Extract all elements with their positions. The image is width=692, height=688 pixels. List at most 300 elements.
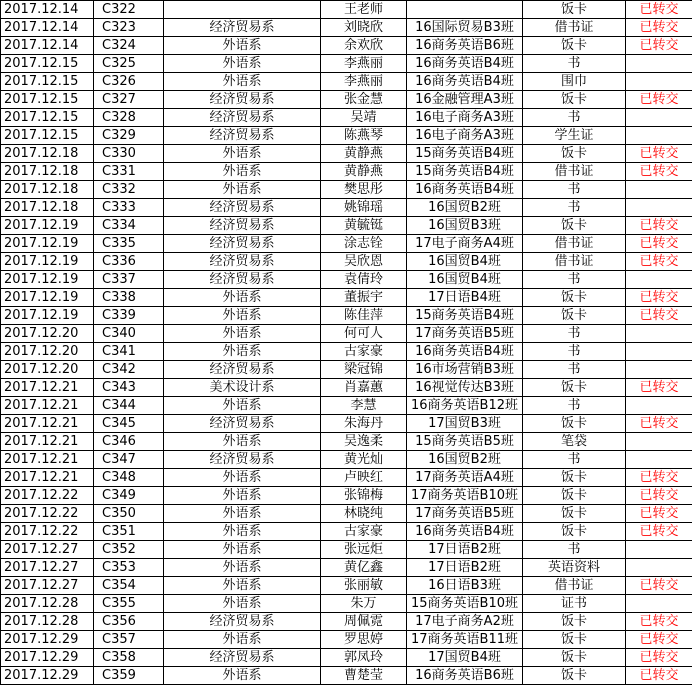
status-cell[interactable]: 已转交	[626, 667, 692, 685]
table-row	[1, 199, 692, 217]
code-cell[interactable]: C358	[94, 649, 164, 667]
date-cell[interactable]: 2017.12.27	[1, 577, 94, 595]
table-row	[1, 667, 692, 685]
class-cell[interactable]: 16商务英语B4班	[407, 73, 523, 91]
date-cell[interactable]: 2017.12.27	[1, 559, 94, 577]
status-cell[interactable]	[626, 109, 692, 127]
table-row	[1, 163, 692, 181]
code-cell[interactable]: C356	[94, 613, 164, 631]
name-cell[interactable]: 吴欣恩	[321, 253, 407, 271]
date-cell[interactable]: 2017.12.20	[1, 325, 94, 343]
status-cell[interactable]	[626, 541, 692, 559]
department-cell[interactable]: 美术设计系	[164, 379, 321, 397]
item-cell[interactable]: 借书证	[523, 577, 626, 595]
table-row	[1, 361, 692, 379]
class-cell[interactable]: 17电子商务A2班	[407, 613, 523, 631]
status-cell[interactable]: 已转交	[626, 1, 692, 19]
date-cell[interactable]: 2017.12.15	[1, 73, 94, 91]
table-row	[1, 253, 692, 271]
name-cell[interactable]: 何可人	[321, 325, 407, 343]
class-cell[interactable]: 15商务英语B4班	[407, 307, 523, 325]
name-cell[interactable]: 周佩霓	[321, 613, 407, 631]
class-cell[interactable]: 16商务英语B6班	[407, 37, 523, 55]
status-cell[interactable]	[626, 451, 692, 469]
code-cell[interactable]: C359	[94, 667, 164, 685]
name-cell[interactable]: 刘晓欣	[321, 19, 407, 37]
table-row	[1, 1, 692, 19]
item-cell[interactable]: 饭卡	[523, 487, 626, 505]
code-cell[interactable]: C342	[94, 361, 164, 379]
department-cell[interactable]: 经济贸易系	[164, 649, 321, 667]
department-cell[interactable]: 外语系	[164, 541, 321, 559]
status-cell[interactable]: 已转交	[626, 649, 692, 667]
code-cell[interactable]: C349	[94, 487, 164, 505]
item-cell[interactable]: 书	[523, 199, 626, 217]
class-cell[interactable]: 16国贸B2班	[407, 451, 523, 469]
date-cell[interactable]: 2017.12.14	[1, 37, 94, 55]
status-cell[interactable]: 已转交	[626, 235, 692, 253]
department-cell[interactable]: 经济贸易系	[164, 109, 321, 127]
date-cell[interactable]: 2017.12.21	[1, 469, 94, 487]
table-row	[1, 19, 692, 37]
table-row	[1, 577, 692, 595]
item-cell[interactable]: 笔袋	[523, 433, 626, 451]
class-cell[interactable]: 17日语B2班	[407, 541, 523, 559]
class-cell[interactable]: 16国贸B4班	[407, 271, 523, 289]
item-cell[interactable]: 饭卡	[523, 37, 626, 55]
name-cell[interactable]: 张锦梅	[321, 487, 407, 505]
department-cell[interactable]: 外语系	[164, 487, 321, 505]
department-cell[interactable]: 外语系	[164, 343, 321, 361]
code-cell[interactable]: C328	[94, 109, 164, 127]
department-cell[interactable]: 经济贸易系	[164, 217, 321, 235]
table-row	[1, 91, 692, 109]
status-cell[interactable]: 已转交	[626, 91, 692, 109]
class-cell[interactable]: 15商务英语B4班	[407, 163, 523, 181]
class-cell[interactable]: 17电子商务A4班	[407, 235, 523, 253]
date-cell[interactable]: 2017.12.19	[1, 289, 94, 307]
item-cell[interactable]: 书	[523, 55, 626, 73]
item-cell[interactable]: 饭卡	[523, 289, 626, 307]
name-cell[interactable]: 黄毓铤	[321, 217, 407, 235]
department-cell[interactable]	[164, 1, 321, 19]
status-cell[interactable]	[626, 343, 692, 361]
name-cell[interactable]: 余欢欣	[321, 37, 407, 55]
code-cell[interactable]: C335	[94, 235, 164, 253]
class-cell[interactable]: 16国贸B2班	[407, 199, 523, 217]
status-cell[interactable]: 已转交	[626, 217, 692, 235]
code-cell[interactable]: C338	[94, 289, 164, 307]
name-cell[interactable]: 黄光灿	[321, 451, 407, 469]
status-cell[interactable]	[626, 181, 692, 199]
code-cell[interactable]: C325	[94, 55, 164, 73]
name-cell[interactable]: 卢映红	[321, 469, 407, 487]
status-cell[interactable]: 已转交	[626, 415, 692, 433]
item-cell[interactable]: 饭卡	[523, 307, 626, 325]
table-row	[1, 271, 692, 289]
item-cell[interactable]: 书	[523, 109, 626, 127]
item-cell[interactable]: 书	[523, 181, 626, 199]
date-cell[interactable]: 2017.12.18	[1, 199, 94, 217]
name-cell[interactable]: 陈佳萍	[321, 307, 407, 325]
department-cell[interactable]: 经济贸易系	[164, 613, 321, 631]
date-cell[interactable]: 2017.12.15	[1, 127, 94, 145]
name-cell[interactable]: 朱海丹	[321, 415, 407, 433]
department-cell[interactable]: 经济贸易系	[164, 199, 321, 217]
status-cell[interactable]	[626, 127, 692, 145]
table-row	[1, 649, 692, 667]
date-cell[interactable]: 2017.12.21	[1, 397, 94, 415]
table-row	[1, 289, 692, 307]
status-cell[interactable]	[626, 271, 692, 289]
code-cell[interactable]: C346	[94, 433, 164, 451]
table-row	[1, 469, 692, 487]
status-cell[interactable]	[626, 397, 692, 415]
status-cell[interactable]: 已转交	[626, 145, 692, 163]
status-cell[interactable]: 已转交	[626, 307, 692, 325]
name-cell[interactable]: 郭凤玲	[321, 649, 407, 667]
code-cell[interactable]: C353	[94, 559, 164, 577]
department-cell[interactable]: 外语系	[164, 577, 321, 595]
status-cell[interactable]: 已转交	[626, 523, 692, 541]
code-cell[interactable]: C324	[94, 37, 164, 55]
status-cell[interactable]	[626, 199, 692, 217]
item-cell[interactable]: 借书证	[523, 163, 626, 181]
code-cell[interactable]: C348	[94, 469, 164, 487]
table-row	[1, 379, 692, 397]
name-cell[interactable]: 董振宇	[321, 289, 407, 307]
class-cell[interactable]: 17国贸B3班	[407, 415, 523, 433]
code-cell[interactable]: C357	[94, 631, 164, 649]
table-row	[1, 505, 692, 523]
item-cell[interactable]: 饭卡	[523, 613, 626, 631]
date-cell[interactable]: 2017.12.22	[1, 523, 94, 541]
code-cell[interactable]: C334	[94, 217, 164, 235]
status-cell[interactable]	[626, 325, 692, 343]
code-cell[interactable]: C322	[94, 1, 164, 19]
department-cell[interactable]: 外语系	[164, 523, 321, 541]
item-cell[interactable]: 饭卡	[523, 631, 626, 649]
code-cell[interactable]: C347	[94, 451, 164, 469]
code-cell[interactable]: C329	[94, 127, 164, 145]
department-cell[interactable]: 外语系	[164, 433, 321, 451]
code-cell[interactable]: C354	[94, 577, 164, 595]
name-cell[interactable]: 王老师	[321, 1, 407, 19]
item-cell[interactable]: 饭卡	[523, 145, 626, 163]
table-row	[1, 397, 692, 415]
department-cell[interactable]: 外语系	[164, 37, 321, 55]
department-cell[interactable]: 经济贸易系	[164, 127, 321, 145]
code-cell[interactable]: C339	[94, 307, 164, 325]
department-cell[interactable]: 外语系	[164, 325, 321, 343]
name-cell[interactable]: 张远炬	[321, 541, 407, 559]
class-cell[interactable]: 17商务英语B11班	[407, 631, 523, 649]
class-cell[interactable]: 15商务英语B4班	[407, 145, 523, 163]
date-cell[interactable]: 2017.12.19	[1, 217, 94, 235]
class-cell[interactable]: 16日语B3班	[407, 577, 523, 595]
name-cell[interactable]: 袁倩玲	[321, 271, 407, 289]
date-cell[interactable]: 2017.12.19	[1, 235, 94, 253]
code-cell[interactable]: C352	[94, 541, 164, 559]
code-cell[interactable]: C350	[94, 505, 164, 523]
class-cell[interactable]: 16国贸B4班	[407, 253, 523, 271]
item-cell[interactable]: 饭卡	[523, 667, 626, 685]
class-cell[interactable]: 17国贸B4班	[407, 649, 523, 667]
table-row	[1, 451, 692, 469]
department-cell[interactable]: 外语系	[164, 505, 321, 523]
table-row	[1, 217, 692, 235]
date-cell[interactable]: 2017.12.19	[1, 253, 94, 271]
status-cell[interactable]: 已转交	[626, 631, 692, 649]
item-cell[interactable]: 饭卡	[523, 1, 626, 19]
name-cell[interactable]: 林晓纯	[321, 505, 407, 523]
class-cell[interactable]: 16商务英语B4班	[407, 55, 523, 73]
name-cell[interactable]: 黄亿鑫	[321, 559, 407, 577]
department-cell[interactable]: 外语系	[164, 181, 321, 199]
name-cell[interactable]: 张金慧	[321, 91, 407, 109]
status-cell[interactable]: 已转交	[626, 19, 692, 37]
code-cell[interactable]: C345	[94, 415, 164, 433]
item-cell[interactable]: 英语资料	[523, 559, 626, 577]
name-cell[interactable]: 罗思婷	[321, 631, 407, 649]
class-cell[interactable]: 17商务英语B5班	[407, 505, 523, 523]
item-cell[interactable]: 饭卡	[523, 505, 626, 523]
date-cell[interactable]: 2017.12.20	[1, 361, 94, 379]
name-cell[interactable]: 李燕丽	[321, 55, 407, 73]
department-cell[interactable]: 经济贸易系	[164, 235, 321, 253]
department-cell[interactable]: 经济贸易系	[164, 361, 321, 379]
date-cell[interactable]: 2017.12.19	[1, 307, 94, 325]
code-cell[interactable]: C344	[94, 397, 164, 415]
status-cell[interactable]	[626, 595, 692, 613]
date-cell[interactable]: 2017.12.14	[1, 1, 94, 19]
class-cell[interactable]: 17商务英语A4班	[407, 469, 523, 487]
item-cell[interactable]: 借书证	[523, 253, 626, 271]
class-cell[interactable]: 16商务英语B4班	[407, 343, 523, 361]
table-row	[1, 109, 692, 127]
date-cell[interactable]: 2017.12.29	[1, 631, 94, 649]
status-cell[interactable]: 已转交	[626, 505, 692, 523]
status-cell[interactable]: 已转交	[626, 37, 692, 55]
item-cell[interactable]: 围巾	[523, 73, 626, 91]
department-cell[interactable]: 外语系	[164, 289, 321, 307]
table-row	[1, 55, 692, 73]
name-cell[interactable]: 梁冠锦	[321, 361, 407, 379]
department-cell[interactable]: 外语系	[164, 307, 321, 325]
date-cell[interactable]: 2017.12.15	[1, 109, 94, 127]
name-cell[interactable]: 樊思彤	[321, 181, 407, 199]
department-cell[interactable]: 经济贸易系	[164, 415, 321, 433]
status-cell[interactable]: 已转交	[626, 613, 692, 631]
code-cell[interactable]: C351	[94, 523, 164, 541]
table-row	[1, 541, 692, 559]
class-cell[interactable]: 16商务英语B6班	[407, 667, 523, 685]
name-cell[interactable]: 涂志铨	[321, 235, 407, 253]
code-cell[interactable]: C340	[94, 325, 164, 343]
department-cell[interactable]: 外语系	[164, 73, 321, 91]
date-cell[interactable]: 2017.12.18	[1, 181, 94, 199]
name-cell[interactable]: 古家豪	[321, 523, 407, 541]
name-cell[interactable]: 姚锦瑶	[321, 199, 407, 217]
date-cell[interactable]: 2017.12.15	[1, 55, 94, 73]
code-cell[interactable]: C355	[94, 595, 164, 613]
item-cell[interactable]: 书	[523, 343, 626, 361]
code-cell[interactable]: C333	[94, 199, 164, 217]
table-row	[1, 433, 692, 451]
class-cell[interactable]: 16国际贸易B3班	[407, 19, 523, 37]
item-cell[interactable]: 饭卡	[523, 415, 626, 433]
status-cell[interactable]: 已转交	[626, 253, 692, 271]
table-body	[1, 1, 692, 685]
code-cell[interactable]: C337	[94, 271, 164, 289]
item-cell[interactable]: 书	[523, 541, 626, 559]
table-row	[1, 487, 692, 505]
name-cell[interactable]: 张丽敏	[321, 577, 407, 595]
department-cell[interactable]: 外语系	[164, 145, 321, 163]
class-cell[interactable]: 17日语B4班	[407, 289, 523, 307]
date-cell[interactable]: 2017.12.27	[1, 541, 94, 559]
class-cell[interactable]: 16商务英语B4班	[407, 523, 523, 541]
date-cell[interactable]: 2017.12.22	[1, 505, 94, 523]
code-cell[interactable]: C326	[94, 73, 164, 91]
department-cell[interactable]: 经济贸易系	[164, 451, 321, 469]
item-cell[interactable]: 借书证	[523, 235, 626, 253]
status-cell[interactable]: 已转交	[626, 577, 692, 595]
item-cell[interactable]: 证书	[523, 595, 626, 613]
code-cell[interactable]: C323	[94, 19, 164, 37]
department-cell[interactable]: 外语系	[164, 163, 321, 181]
status-cell[interactable]	[626, 361, 692, 379]
status-cell[interactable]: 已转交	[626, 487, 692, 505]
date-cell[interactable]: 2017.12.28	[1, 613, 94, 631]
department-cell[interactable]: 外语系	[164, 667, 321, 685]
class-cell[interactable]: 16国贸B3班	[407, 217, 523, 235]
class-cell[interactable]: 16商务英语B4班	[407, 181, 523, 199]
name-cell[interactable]: 黄静燕	[321, 163, 407, 181]
status-cell[interactable]: 已转交	[626, 469, 692, 487]
table-row	[1, 595, 692, 613]
status-cell[interactable]	[626, 55, 692, 73]
class-cell[interactable]: 16金融管理A3班	[407, 91, 523, 109]
item-cell[interactable]: 饭卡	[523, 649, 626, 667]
table-row	[1, 343, 692, 361]
table-row	[1, 523, 692, 541]
date-cell[interactable]: 2017.12.21	[1, 451, 94, 469]
item-cell[interactable]: 饭卡	[523, 91, 626, 109]
name-cell[interactable]: 曹楚莹	[321, 667, 407, 685]
class-cell[interactable]: 17商务英语B5班	[407, 325, 523, 343]
status-cell[interactable]: 已转交	[626, 163, 692, 181]
date-cell[interactable]: 2017.12.28	[1, 595, 94, 613]
date-cell[interactable]: 2017.12.14	[1, 19, 94, 37]
class-cell[interactable]: 17商务英语B10班	[407, 487, 523, 505]
code-cell[interactable]: C332	[94, 181, 164, 199]
department-cell[interactable]: 外语系	[164, 55, 321, 73]
department-cell[interactable]: 外语系	[164, 559, 321, 577]
code-cell[interactable]: C330	[94, 145, 164, 163]
status-cell[interactable]: 已转交	[626, 289, 692, 307]
date-cell[interactable]: 2017.12.22	[1, 487, 94, 505]
class-cell[interactable]: 15商务英语B5班	[407, 433, 523, 451]
item-cell[interactable]: 借书证	[523, 19, 626, 37]
department-cell[interactable]: 外语系	[164, 397, 321, 415]
date-cell[interactable]: 2017.12.29	[1, 649, 94, 667]
class-cell[interactable]: 16市场营销B3班	[407, 361, 523, 379]
department-cell[interactable]: 外语系	[164, 595, 321, 613]
name-cell[interactable]: 陈燕琴	[321, 127, 407, 145]
department-cell[interactable]: 经济贸易系	[164, 271, 321, 289]
item-cell[interactable]: 书	[523, 397, 626, 415]
class-cell[interactable]	[407, 1, 523, 19]
status-cell[interactable]: 已转交	[626, 379, 692, 397]
item-cell[interactable]: 书	[523, 451, 626, 469]
item-cell[interactable]: 饭卡	[523, 379, 626, 397]
date-cell[interactable]: 2017.12.21	[1, 415, 94, 433]
code-cell[interactable]: C343	[94, 379, 164, 397]
item-cell[interactable]: 书	[523, 361, 626, 379]
class-cell[interactable]: 16视觉传达B3班	[407, 379, 523, 397]
code-cell[interactable]: C336	[94, 253, 164, 271]
table-row	[1, 325, 692, 343]
department-cell[interactable]: 经济贸易系	[164, 19, 321, 37]
item-cell[interactable]: 饭卡	[523, 523, 626, 541]
date-cell[interactable]: 2017.12.21	[1, 379, 94, 397]
code-cell[interactable]: C327	[94, 91, 164, 109]
item-cell[interactable]: 饭卡	[523, 217, 626, 235]
table-row	[1, 235, 692, 253]
date-cell[interactable]: 2017.12.18	[1, 163, 94, 181]
name-cell[interactable]: 朱万	[321, 595, 407, 613]
name-cell[interactable]: 吴靖	[321, 109, 407, 127]
status-cell[interactable]	[626, 73, 692, 91]
name-cell[interactable]: 黄静燕	[321, 145, 407, 163]
code-cell[interactable]: C331	[94, 163, 164, 181]
department-cell[interactable]: 外语系	[164, 631, 321, 649]
date-cell[interactable]: 2017.12.15	[1, 91, 94, 109]
class-cell[interactable]: 15商务英语B10班	[407, 595, 523, 613]
date-cell[interactable]: 2017.12.21	[1, 433, 94, 451]
item-cell[interactable]: 饭卡	[523, 469, 626, 487]
department-cell[interactable]: 外语系	[164, 469, 321, 487]
item-cell[interactable]: 书	[523, 271, 626, 289]
class-cell[interactable]: 16商务英语B12班	[407, 397, 523, 415]
item-cell[interactable]: 学生证	[523, 127, 626, 145]
status-cell[interactable]	[626, 433, 692, 451]
table-row	[1, 181, 692, 199]
name-cell[interactable]: 古家豪	[321, 343, 407, 361]
name-cell[interactable]: 李燕丽	[321, 73, 407, 91]
code-cell[interactable]: C341	[94, 343, 164, 361]
class-cell[interactable]: 16电子商务A3班	[407, 127, 523, 145]
date-cell[interactable]: 2017.12.18	[1, 145, 94, 163]
name-cell[interactable]: 李慧	[321, 397, 407, 415]
date-cell[interactable]: 2017.12.29	[1, 667, 94, 685]
date-cell[interactable]: 2017.12.19	[1, 271, 94, 289]
status-cell[interactable]	[626, 559, 692, 577]
table-row	[1, 559, 692, 577]
table-row	[1, 613, 692, 631]
name-cell[interactable]: 吴逸柔	[321, 433, 407, 451]
table-row	[1, 145, 692, 163]
item-cell[interactable]: 书	[523, 325, 626, 343]
table-row	[1, 307, 692, 325]
department-cell[interactable]: 经济贸易系	[164, 253, 321, 271]
class-cell[interactable]: 16电子商务A3班	[407, 109, 523, 127]
date-cell[interactable]: 2017.12.20	[1, 343, 94, 361]
department-cell[interactable]: 经济贸易系	[164, 91, 321, 109]
name-cell[interactable]: 肖嘉蕙	[321, 379, 407, 397]
class-cell[interactable]: 17日语B2班	[407, 559, 523, 577]
